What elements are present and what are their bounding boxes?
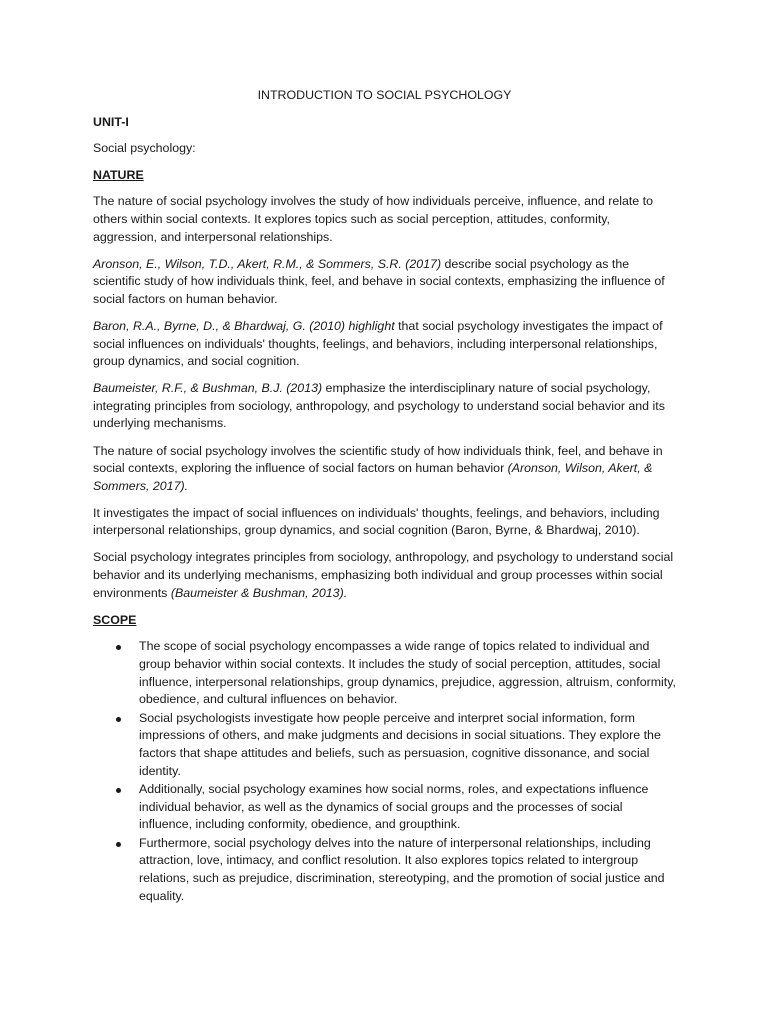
bullet-icon: [116, 645, 121, 650]
list-item: [139, 710, 676, 780]
paragraph: [93, 549, 676, 602]
paragraph: [93, 380, 676, 433]
paragraph-citation: Aronson, E., Wilson, T.D., Akert, R.M., & Sommers, S.R. (2017): [93, 256, 442, 271]
paragraph-text: The nature of social psychology involves the scientific study of how individuals think, feel, and behave in social contexts, exploring the influence of social factors on human behavior: [93, 443, 663, 476]
subject-label: Social psychology:: [93, 141, 196, 156]
paragraph: [93, 256, 676, 309]
bullet-icon: [116, 788, 121, 793]
list-item: [139, 835, 676, 905]
scope-heading: SCOPE: [93, 612, 137, 627]
paragraph-text: Social psychology integrates principles from sociology, anthropology, and psychology to understand social behavior and its underlying mechanisms, emphasizing both individual and group processes within social environments: [93, 550, 674, 600]
paragraph: [93, 193, 676, 246]
list-item-text: The scope of social psychology encompasses a wide range of topics related to individual and group behavior within social contexts. It includes the study of social perception, attitudes, social influence, interpersonal relationships, group dynamics, prejudice, aggression, altruism, conformity, obedience, and cultural influences on behavior.: [139, 639, 676, 707]
paragraph-text: emphasize the interdisciplinary nature of social psychology, integrating principles from sociology, anthropology, and psychology to understand social behavior and its underlying mechanisms.: [93, 381, 665, 431]
list-item-text: Furthermore, social psychology delves into the nature of interpersonal relationships, including attraction, love, intimacy, and conflict resolution. It also explores topics related to intergroup relations, such as prejudice, discrimination, stereotyping, and the promotion of social justice and equality.: [139, 835, 665, 903]
paragraph-trailing-citation: (Aronson, Wilson, Akert, & Sommers, 2017).: [93, 461, 653, 493]
document-title: INTRODUCTION TO SOCIAL PSYCHOLOGY: [257, 88, 512, 102]
paragraph-trailing-citation: (Baumeister & Bushman, 2013).: [170, 585, 348, 600]
paragraph: [93, 505, 676, 540]
list-item-text: Social psychologists investigate how people perceive and interpret social information, form impressions of others, and make judgments and decisions in social situations. They explore the factors that shape attitudes and beliefs, such as persuasion, cognitive dissonance, and social identity.: [139, 710, 661, 778]
unit-label: UNIT-I: [93, 114, 129, 129]
paragraph-text: describe social psychology as the scientific study of how individuals think, feel, and behave in social contexts, emphasizing the influence of social factors on human behavior.: [93, 256, 665, 306]
bullet-icon: [116, 717, 121, 722]
paragraph-citation: Baron, R.A., Byrne, D., & Bhardwaj, G. (2010) highlight: [93, 318, 395, 333]
paragraph: [93, 318, 676, 371]
list-item: [139, 638, 676, 708]
list-item-text: Additionally, social psychology examines how social norms, roles, and expectations influence individual behavior, as well as the dynamics of social groups and the processes of social influence, including conformity, obedience, and groupthink.: [139, 782, 649, 832]
scope-list: [93, 638, 676, 905]
nature-heading: NATURE: [93, 167, 144, 182]
list-item: [139, 781, 676, 834]
paragraph-text: that social psychology investigates the impact of social influences on individuals' thoughts, feelings, and behaviors, including interpersonal relationships, group dynamics, and social cognition.: [93, 318, 663, 369]
paragraph-text: The nature of social psychology involves the study of how individuals perceive, influence, and relate to others within social contexts. It explores topics such as social perception, attitudes, conformity, aggression, and interpersonal relationships.: [93, 194, 653, 244]
paragraph-citation: Baumeister, R.F., & Bushman, B.J. (2013): [93, 381, 323, 396]
paragraph: [93, 443, 676, 496]
bullet-icon: [116, 842, 121, 847]
paragraph-text: It investigates the impact of social influences on individuals' thoughts, feelings, and behaviors, including interpersonal relationships, group dynamics, and social cognition (Baron, Byrne, & Bhardwaj, 2010).: [93, 505, 660, 538]
